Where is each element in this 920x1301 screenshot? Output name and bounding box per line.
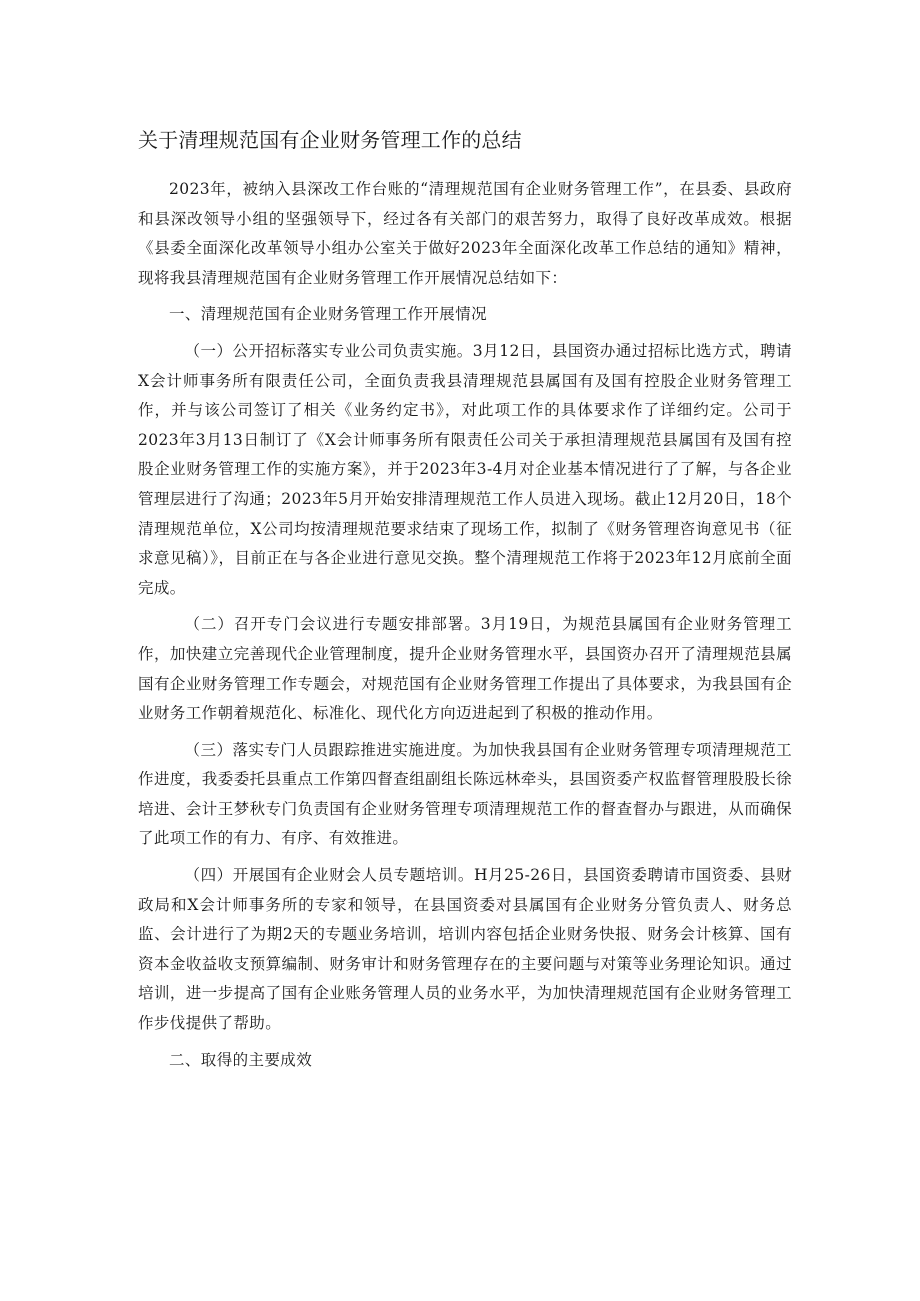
section-1-item-3: （三）落实专门人员跟踪推进实施进度。为加快我县国有企业财务管理专项清理规范工作进度，我委委托县重点工作第四督查组副组长陈远林牵头，县国资委产权监督管理股股长徐培进、会计王梦秋专门负责国有企业财务管理专项清理规范工作的督查督办与跟进，从而确保了此项工作的有力、有序、有效推进。 — [138, 740, 792, 848]
section-1-item-2: （二）召开专门会议进行专题安排部署。3月19日，为规范县属国有企业财务管理工作，加快建立完善现代企业管理制度，提升企业财务管理水平，县国资办召开了清理规范县属国有企业财务管理工作专题会，对规范国有企业财务管理工作提出了具体要求，为我县国有企业财务工作朝着规范化、标准化、现代化方向迈进起到了积极的推动作用。 — [138, 615, 792, 723]
section-1-heading: 一、清理规范国有企业财务管理工作开展情况 — [169, 305, 488, 324]
section-1-item-4: （四）开展国有企业财会人员专题培训。H月25-26日，县国资委聘请市国资委、县财政局和X会计师事务所的专家和领导，在县国资委对县属国有企业财务分管负责人、财务总监、会计进行了为期2天的专题业务培训，培训内容包括企业财务快报、财务会计核算、国有资本金收益收支预算编制、财务审计和财务管理存在的主要问题与对策等业务理论知识。通过培训，进一步提高了国有企业账务管理人员的业务水平，为加快清理规范国有企业财务管理工作步伐提供了帮助。 — [138, 866, 792, 1033]
document-body — [138, 175, 792, 1082]
section-1-item-1: （一）公开招标落实专业公司负责实施。3月12日，县国资办通过招标比选方式，聘请X会计师事务所有限责任公司，全面负责我县清理规范县属国有及国有控股企业财务管理工作，并与该公司签订了相关《业务约定书》，对此项工作的具体要求作了详细约定。公司于2023年3月13日制订了《X会计师事务所有限责任公司关于承担清理规范县属国有及国有控股企业财务管理工作的实施方案》，并于2023年3-4月对企业基本情况进行了了解，与各企业管理层进行了沟通；2023年5月开始安排清理规范工作人员进入现场。截止12月20日，18个清理规范单位，X公司均按清理规范要求结束了现场工作，拟制了《财务管理咨询意见书（征求意见稿）》，目前正在与各企业进行意见交换。整个清理规范工作将于2023年12月底前全面完成。 — [138, 341, 792, 597]
document-title: 关于清理规范国有企业财务管理工作的总结 — [138, 128, 522, 152]
section-2-heading: 二、取得的主要成效 — [169, 1050, 313, 1069]
intro-paragraph: 2023年，被纳入县深改工作台账的“清理规范国有企业财务管理工作”，在县委、县政府和县深改领导小组的坚强领导下，经过各有关部门的艰苦努力，取得了良好改革成效。根据《县委全面深化改革领导小组办公室关于做好2023年全面深化改革工作总结的通知》精神，现将我县清理规范国有企业财务管理工作开展情况总结如下： — [138, 180, 792, 287]
